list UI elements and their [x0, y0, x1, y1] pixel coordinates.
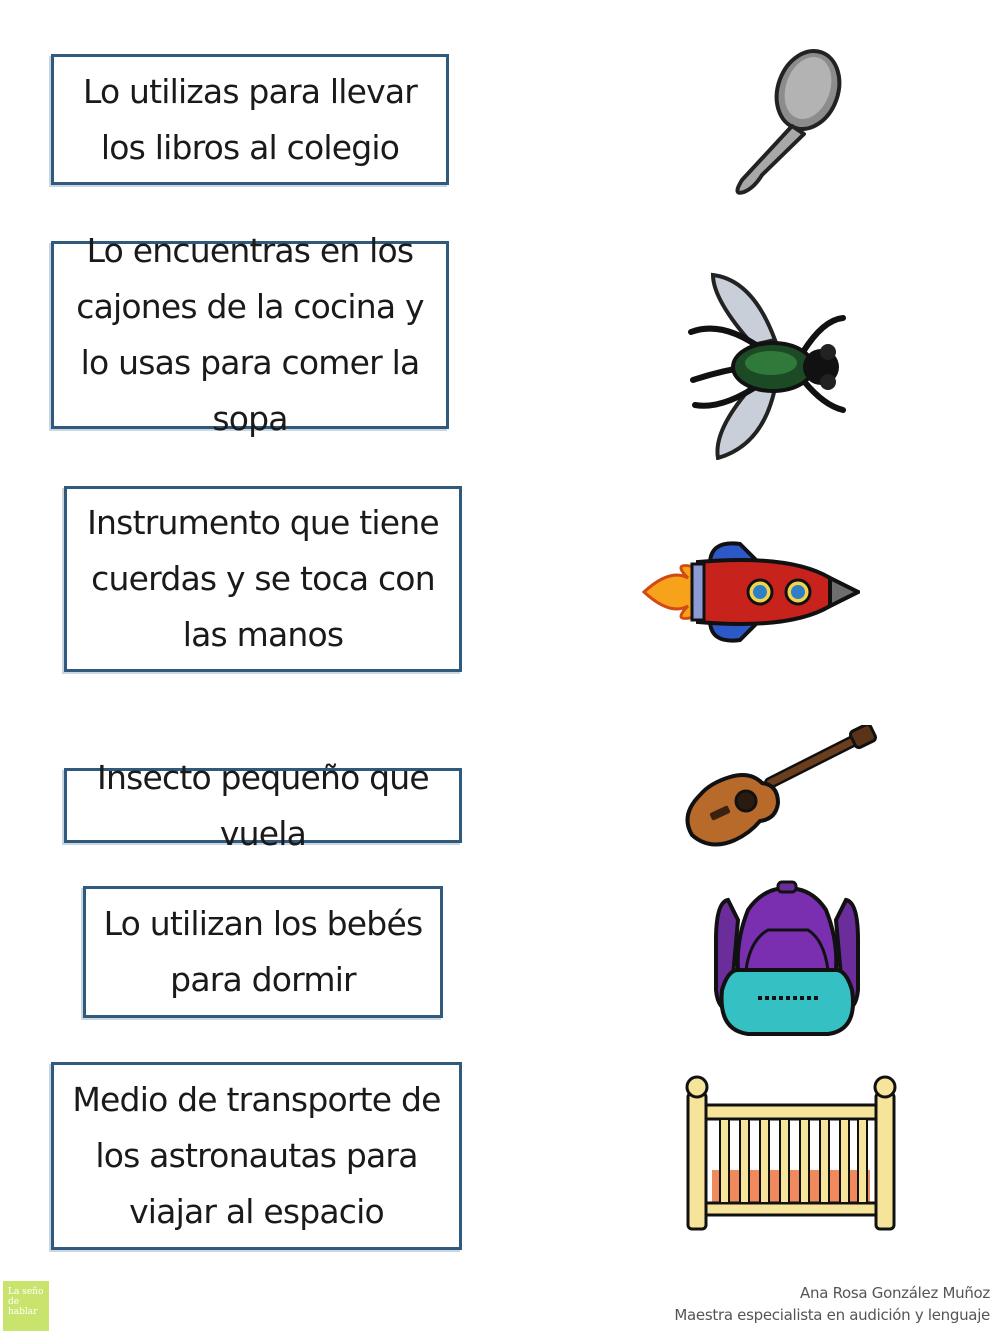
clue-text: Insecto pequeño que vuela	[97, 757, 429, 853]
clue-text: Instrumento que tiene cuerdas y se toca con las manos	[87, 503, 439, 654]
author-credits	[674, 1282, 990, 1326]
clue-text: Lo utilizan los bebés para dormir	[103, 904, 423, 999]
brand-logo	[3, 1281, 49, 1331]
backpack-icon[interactable]	[708, 880, 866, 1038]
rocket-icon[interactable]	[640, 540, 860, 644]
clue-card-fly[interactable]	[64, 757, 462, 853]
clue-card-rocket[interactable]	[51, 1062, 462, 1250]
author-role: Maestra especialista en audición y lenguaje	[674, 1306, 990, 1324]
author-name: Ana Rosa González Muñoz	[800, 1284, 990, 1302]
spoon-icon[interactable]	[712, 30, 848, 198]
logo-text: La seño de hablar	[8, 1287, 44, 1317]
clue-card-guitar[interactable]	[64, 486, 462, 672]
clue-card-crib[interactable]	[83, 886, 443, 1018]
guitar-icon[interactable]	[680, 725, 880, 850]
clue-text: Medio de transporte de los astronautas para viajar al espacio	[72, 1080, 441, 1231]
crib-icon[interactable]	[682, 1075, 900, 1233]
clue-card-backpack[interactable]	[51, 54, 449, 185]
clue-card-spoon[interactable]	[51, 231, 449, 438]
clue-text: Lo utilizas para llevar los libros al colegio	[82, 71, 418, 167]
fly-icon[interactable]	[683, 270, 848, 460]
clue-text: Lo encuentras en los cajones de la cocina y lo usas para comer la sopa	[76, 231, 424, 438]
